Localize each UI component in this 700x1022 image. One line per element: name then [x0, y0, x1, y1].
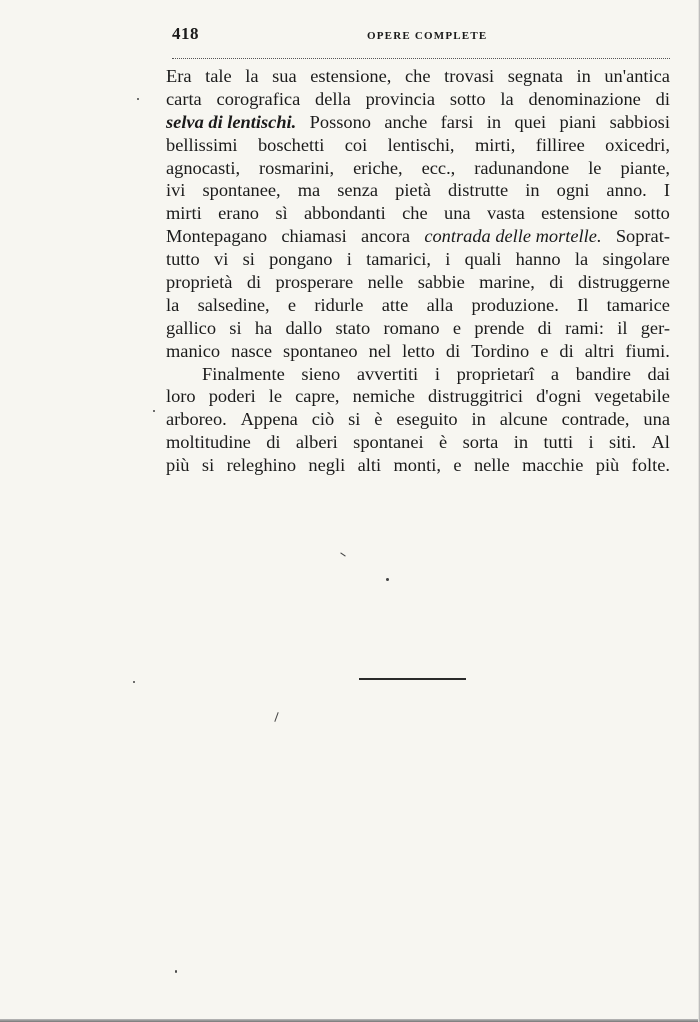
word: proprietarî	[456, 363, 535, 384]
word: avvertiti	[356, 363, 419, 384]
word: è	[439, 432, 448, 453]
word: sieno	[301, 363, 341, 384]
word: dai	[647, 363, 670, 384]
word: è	[374, 409, 383, 430]
word: agnocasti,	[166, 157, 241, 178]
word: la	[574, 249, 589, 270]
word: sabbie	[417, 272, 465, 293]
print-speck	[340, 552, 345, 556]
word: nelle	[367, 272, 404, 293]
word: d'ogni	[536, 386, 582, 407]
word: la	[500, 88, 514, 109]
word: estensione,	[310, 66, 392, 86]
body-text	[166, 65, 670, 477]
print-speck	[386, 578, 389, 581]
word: i	[588, 432, 594, 453]
word: che	[402, 203, 428, 224]
word: un'antica	[604, 66, 670, 86]
word: Finalmente	[202, 363, 285, 384]
word: chiamasi	[281, 226, 347, 247]
word: quei	[514, 111, 547, 132]
text-line-11	[166, 294, 670, 317]
word: ger-	[640, 317, 670, 338]
word: una	[643, 409, 670, 430]
word: eriche,	[353, 157, 403, 178]
word: proprietà	[166, 272, 233, 293]
word: in	[471, 409, 486, 430]
text-line-7	[166, 202, 670, 225]
word: piani	[559, 111, 597, 132]
word: più	[595, 455, 620, 476]
word: carta	[166, 88, 202, 109]
word: nel	[368, 340, 392, 361]
word: rami:	[565, 317, 604, 338]
word: in	[486, 111, 502, 132]
word: letto	[402, 340, 435, 361]
word: produzione.	[471, 294, 559, 315]
print-speck	[274, 712, 278, 722]
text-line-18	[166, 454, 670, 477]
text-line-8	[166, 225, 670, 248]
word: ivi	[166, 180, 186, 201]
word: Al	[651, 432, 670, 453]
text-line-12	[166, 317, 670, 340]
word: pietà	[395, 180, 431, 201]
word: quali	[464, 249, 502, 270]
word: vi	[214, 249, 229, 270]
italic-term: contrada delle mortelle.	[424, 226, 602, 247]
word: prende	[474, 317, 525, 338]
text-line-15	[166, 385, 670, 408]
word: arboreo.	[166, 409, 227, 430]
word: le	[588, 157, 602, 178]
word: denominazione	[528, 88, 641, 109]
print-speck	[153, 410, 155, 412]
print-speck	[137, 98, 139, 100]
word: sabbiosi	[609, 111, 670, 132]
word: negli	[308, 455, 346, 476]
word: ha	[254, 317, 273, 338]
word: alberi	[295, 432, 338, 453]
word: distruggitrici	[427, 386, 523, 407]
word: anche	[384, 111, 428, 132]
word: piante,	[620, 157, 670, 178]
word: nelle	[473, 455, 510, 476]
word: fillirее	[535, 134, 585, 155]
print-speck	[175, 970, 177, 973]
word: nasce	[231, 340, 273, 361]
word: corografica	[216, 88, 301, 109]
page-header	[172, 24, 670, 46]
text-line-14	[166, 363, 670, 386]
word: la	[166, 294, 180, 315]
print-speck	[133, 681, 135, 683]
word: della	[315, 88, 351, 109]
text-line-17	[166, 431, 670, 454]
italic-term: selva di lentischi.	[166, 111, 297, 132]
word: di	[246, 272, 262, 293]
word: alla	[426, 294, 454, 315]
text-line-4	[166, 134, 670, 157]
word: anno.	[606, 180, 647, 201]
word: Era	[166, 66, 192, 86]
word: altri	[584, 340, 615, 361]
word: ecc.,	[421, 157, 456, 178]
word: ma	[297, 180, 321, 201]
word: Possono	[309, 111, 371, 132]
word: abbondanti	[304, 203, 386, 224]
word: releghino	[226, 455, 297, 476]
word: i	[434, 363, 440, 384]
word: coi	[344, 134, 368, 155]
word: ridurle	[314, 294, 364, 315]
word: hanno	[515, 249, 561, 270]
word: vasta	[486, 203, 525, 224]
word: alcune	[499, 409, 548, 430]
word: nemiche	[352, 386, 415, 407]
text-line-3	[166, 111, 670, 134]
word: e	[452, 317, 462, 338]
word: bellissimi	[166, 134, 238, 155]
word: i	[445, 249, 451, 270]
word: siti.	[608, 432, 637, 453]
word: poderi	[208, 386, 256, 407]
word: tutti	[543, 432, 574, 453]
word: e	[453, 455, 462, 476]
word: romano	[383, 317, 440, 338]
word: segnata	[507, 66, 563, 86]
word: bandire	[575, 363, 631, 384]
word: marine,	[479, 272, 535, 293]
word: senza	[337, 180, 379, 201]
word: erano	[218, 203, 259, 224]
word: sì	[275, 203, 288, 224]
word: I	[663, 180, 670, 201]
word: distruggerne	[577, 272, 670, 293]
word: rosmarini,	[259, 157, 335, 178]
text-line-10	[166, 271, 670, 294]
word: fiumi.	[625, 340, 670, 361]
word: eseguito	[396, 409, 458, 430]
word: provincia	[365, 88, 436, 109]
word: lentischi,	[387, 134, 455, 155]
text-line-6	[166, 179, 670, 202]
word: sorta	[462, 432, 499, 453]
word: radunandone	[474, 157, 570, 178]
word: che	[404, 66, 431, 86]
word: capre,	[295, 386, 340, 407]
word: il	[617, 317, 628, 338]
word: e	[287, 294, 297, 315]
word: macchie	[522, 455, 584, 476]
word: la	[245, 66, 259, 86]
word: pongano	[269, 249, 333, 270]
word: farsi	[440, 111, 474, 132]
word: spontanee,	[202, 180, 281, 201]
word: più	[166, 455, 190, 476]
word: di	[549, 272, 564, 293]
word: di	[266, 432, 281, 453]
word: si	[242, 249, 255, 270]
word: Appena	[240, 409, 298, 430]
word: moltitudine	[166, 432, 251, 453]
text-line-5	[166, 157, 670, 180]
word: Soprat-	[615, 226, 670, 247]
word: gallico	[166, 317, 217, 338]
word: spontaneo	[283, 340, 358, 361]
word: ancora	[361, 226, 411, 247]
word: dallo	[285, 317, 323, 338]
word: stato	[335, 317, 371, 338]
text-line-9	[166, 248, 670, 271]
word: mirti	[166, 203, 202, 224]
word: sua	[272, 66, 297, 86]
word: Montepagano	[166, 226, 268, 247]
word: si	[201, 455, 215, 476]
word: una	[444, 203, 471, 224]
word: trovasi	[444, 66, 495, 86]
word: distrutte	[447, 180, 509, 201]
word: vegetabile	[594, 386, 670, 407]
word: in	[513, 432, 529, 453]
page-number: 418	[172, 24, 199, 43]
word: sotto	[634, 203, 670, 224]
word: si	[348, 409, 361, 430]
word: atte	[381, 294, 409, 315]
running-head: OPERE COMPLETE	[367, 30, 488, 42]
text-line-1	[166, 65, 670, 88]
word: prosperare	[275, 272, 354, 293]
word: si	[229, 317, 242, 338]
word: sotto	[449, 88, 486, 109]
word: tamarice	[606, 294, 670, 315]
word: a	[550, 363, 560, 384]
word: di	[537, 317, 552, 338]
word: loro	[166, 386, 196, 407]
word: in	[576, 66, 591, 86]
word: ciò	[311, 409, 335, 430]
word: monti,	[393, 455, 441, 476]
word: spontanei	[353, 432, 424, 453]
word: di	[655, 88, 670, 109]
word: e	[540, 340, 549, 361]
word: le	[268, 386, 283, 407]
word: oxicedri,	[605, 134, 670, 155]
word: salsedine,	[197, 294, 270, 315]
word: di	[559, 340, 574, 361]
word: contrade,	[561, 409, 630, 430]
word: tale	[205, 66, 232, 86]
word: singolare	[602, 249, 670, 270]
word: Il	[577, 294, 589, 315]
text-line-2	[166, 88, 670, 111]
word: di	[445, 340, 461, 361]
header-divider	[172, 58, 670, 59]
end-of-chapter-rule	[359, 678, 466, 680]
word: i	[346, 249, 352, 270]
word: Tordino	[471, 340, 530, 361]
word: folte.	[631, 455, 670, 476]
word: mirti,	[474, 134, 516, 155]
text-line-13	[166, 340, 670, 363]
word: estensione	[541, 203, 618, 224]
word: alti	[357, 455, 382, 476]
text-line-16	[166, 408, 670, 431]
word: manico	[166, 340, 221, 361]
word: tutto	[166, 249, 200, 270]
word: boschetti	[257, 134, 325, 155]
word: ogni	[556, 180, 590, 201]
word: in	[525, 180, 540, 201]
word: tamarici,	[366, 249, 431, 270]
